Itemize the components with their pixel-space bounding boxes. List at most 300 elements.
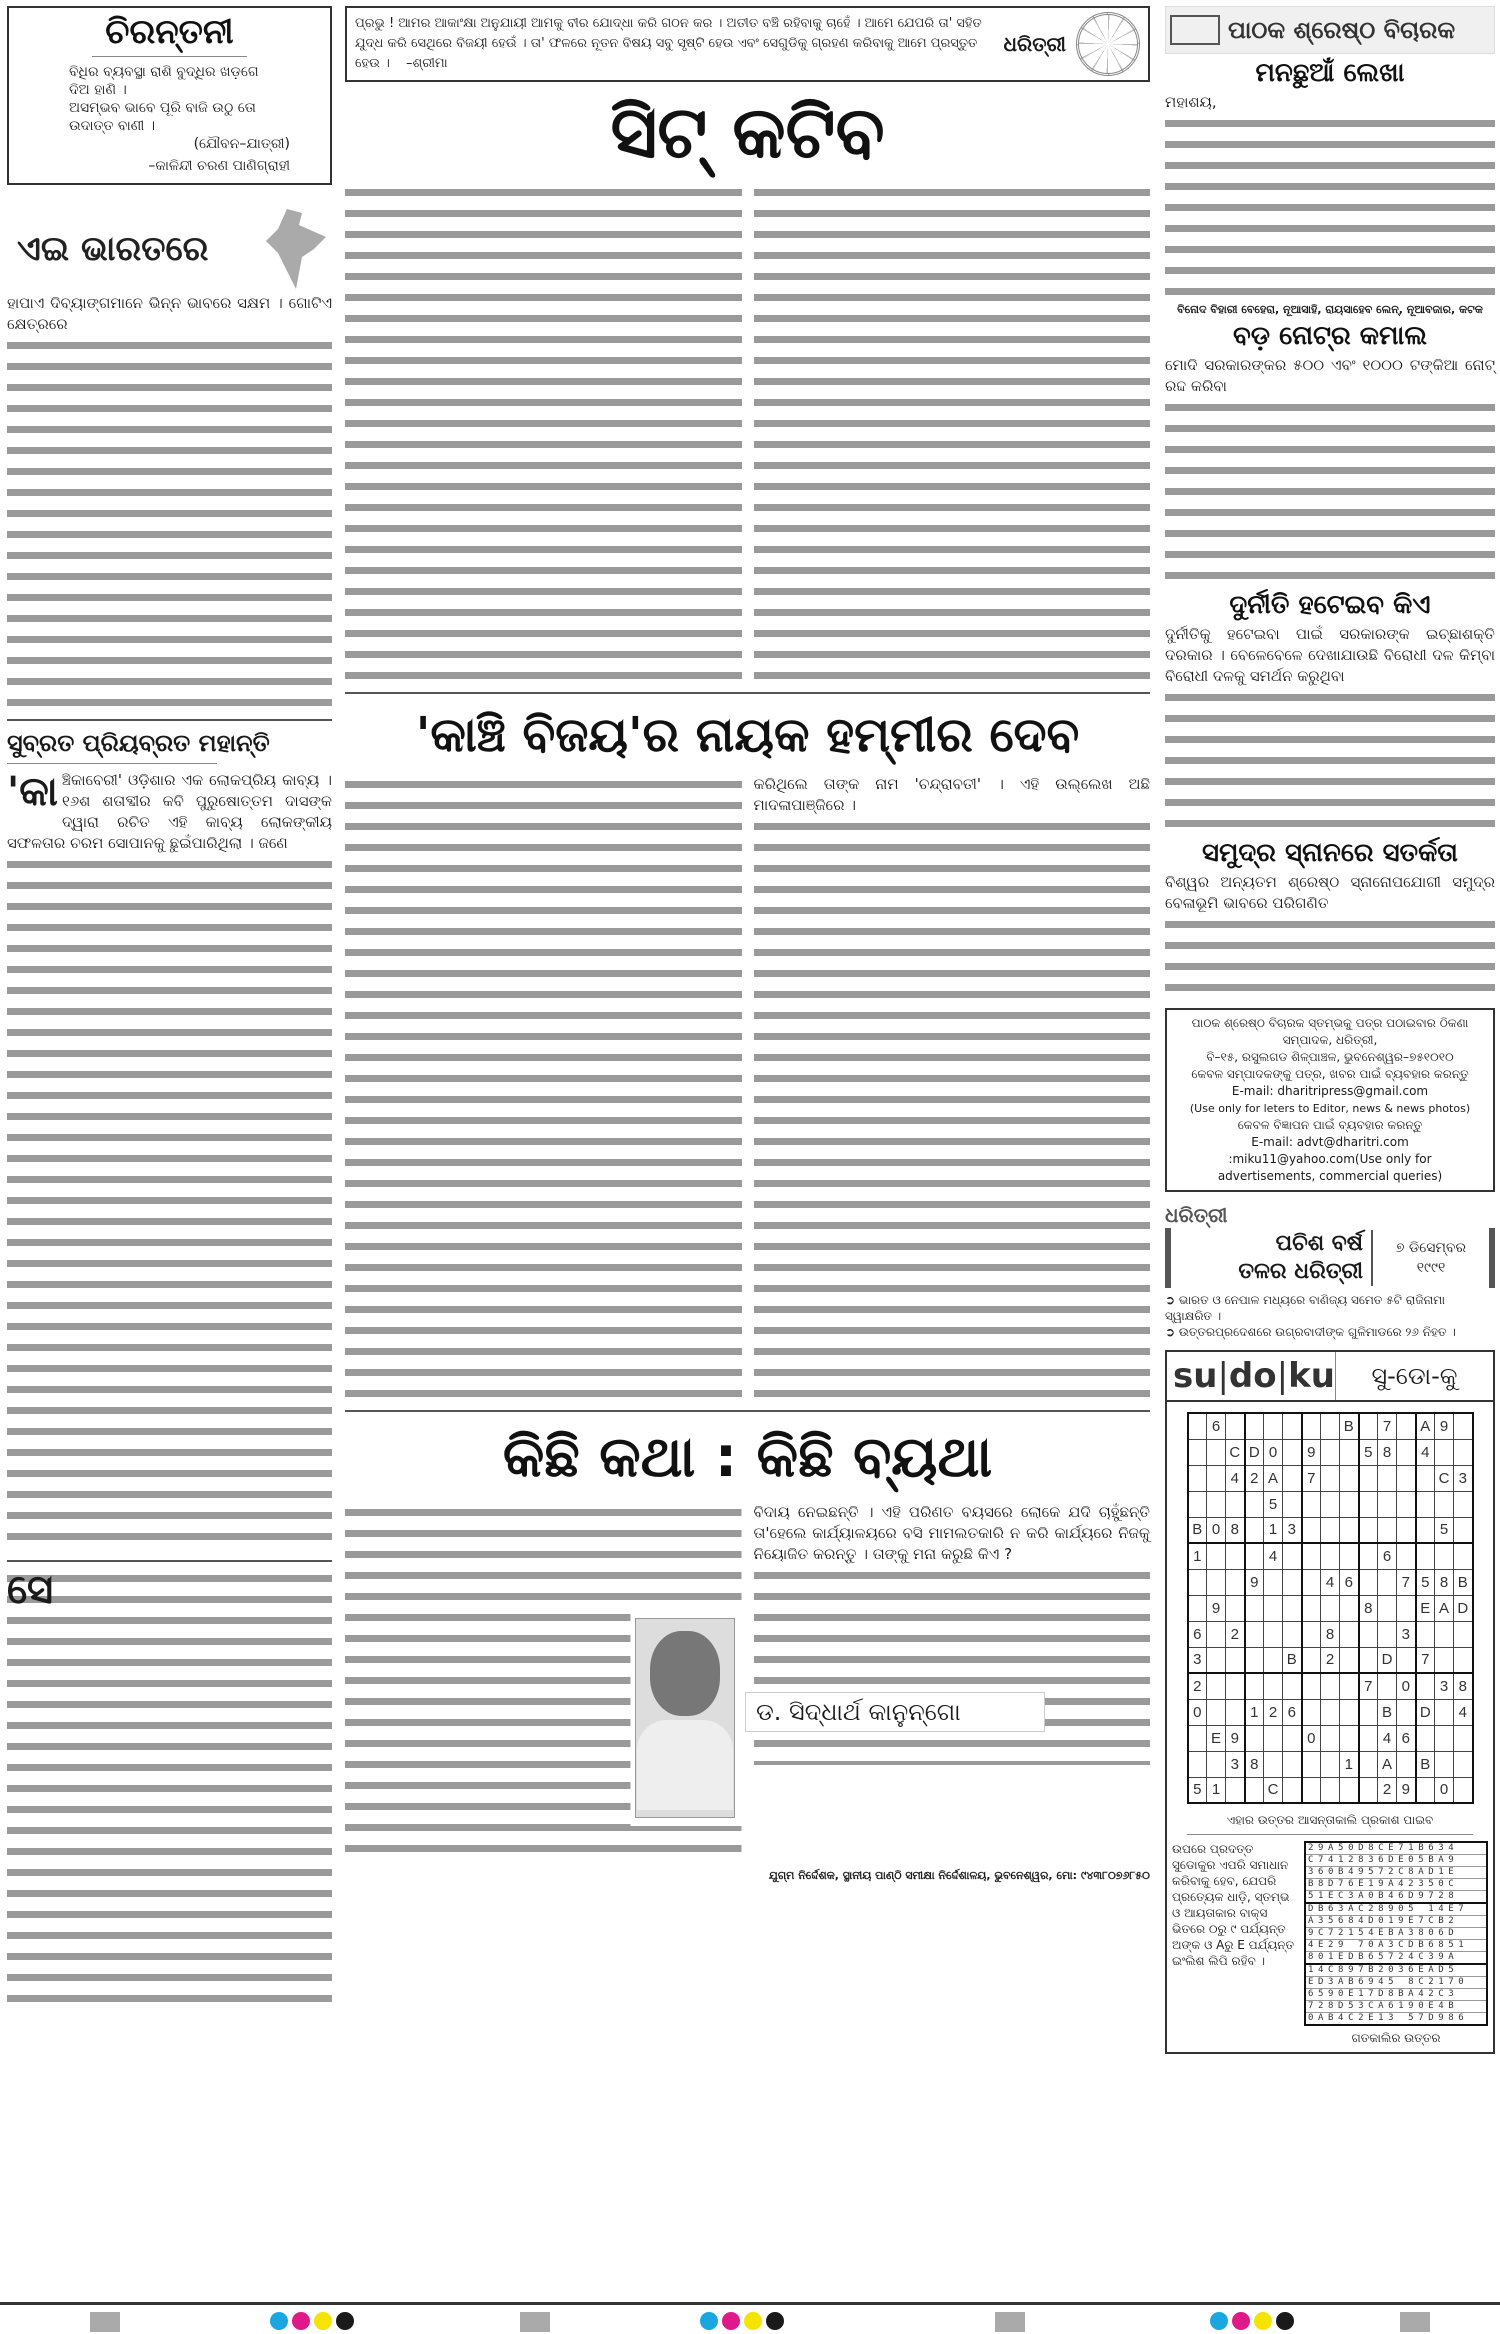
divider [1371, 1230, 1373, 1286]
sudoku-cell: 6 [1378, 1543, 1397, 1569]
solution-row: 0AB4C2E13 57D986 [1308, 2013, 1469, 2023]
sudoku-cell[interactable] [1435, 1751, 1454, 1777]
divider [1187, 1834, 1473, 1835]
sudoku-cell[interactable] [1283, 1439, 1302, 1465]
sudoku-header [1167, 1352, 1493, 1402]
sudoku-cell[interactable] [1359, 1465, 1378, 1491]
sudoku-cell[interactable] [1397, 1465, 1416, 1491]
sudoku-cell[interactable] [1302, 1517, 1321, 1543]
sudoku-cell[interactable] [1340, 1725, 1359, 1751]
sudoku-cell[interactable] [1378, 1673, 1397, 1699]
sudoku-cell: 4 [1321, 1569, 1340, 1595]
sudoku-cell: 6 [1188, 1621, 1207, 1647]
address-line: ସମ୍ପାଦକ, ଧରିତ୍ରୀ, [1282, 1033, 1378, 1047]
sudoku-cell[interactable] [1397, 1595, 1416, 1621]
poem-line: ବିଧିର ବ୍ୟବସ୍ଥା ରାଶି ବୁଦ୍ଧିର ଖଡ଼ଗେ [69, 64, 259, 80]
sudoku-cell[interactable] [1454, 1725, 1473, 1751]
sudoku-cell[interactable] [1188, 1439, 1207, 1465]
sudoku-cell: 4 [1416, 1439, 1435, 1465]
shoulders [637, 1720, 733, 1810]
sudoku-cell[interactable] [1188, 1751, 1207, 1777]
sudoku-cell: 9 [1302, 1439, 1321, 1465]
sudoku-cell[interactable] [1207, 1569, 1226, 1595]
sudoku-cell[interactable] [1207, 1465, 1226, 1491]
sudoku-cell[interactable] [1283, 1751, 1302, 1777]
address-line: ପାଠକ ଶ୍ରେଷ୍ଠ ବିଚାରକ ସ୍ତମ୍ଭକୁ ପତ୍ର ପଠାଇବାର ଠିକଣା [1191, 1016, 1469, 1030]
sudoku-cell: 8 [1226, 1517, 1245, 1543]
sudoku-cell[interactable] [1321, 1751, 1340, 1777]
sudoku-cell[interactable] [1226, 1699, 1245, 1725]
sudoku-cell: 3 [1283, 1517, 1302, 1543]
sudoku-cell[interactable] [1397, 1517, 1416, 1543]
sudoku-cell[interactable] [1321, 1491, 1340, 1517]
letter-body [1165, 624, 1495, 834]
poem-line: ଉଦାତ୍ତ ବାଣୀ । [69, 118, 156, 134]
registration-marks [0, 2312, 1500, 2332]
advt-email[interactable]: E-mail: advt@dharitri.com [1251, 1135, 1409, 1149]
sudoku-cell[interactable] [1435, 1725, 1454, 1751]
sudoku-cell: 2 [1245, 1465, 1264, 1491]
sudoku-cell: 7 [1416, 1647, 1435, 1673]
letter-title: ମନଛୁଆଁ ଲେଖା [1255, 58, 1405, 88]
sudoku-cell[interactable] [1283, 1491, 1302, 1517]
sudoku-cell[interactable] [1435, 1439, 1454, 1465]
sudoku-cell[interactable] [1416, 1725, 1435, 1751]
sudoku-cell[interactable] [1454, 1413, 1473, 1439]
ei-bharatare-text [7, 293, 332, 713]
sudoku-cell[interactable] [1378, 1569, 1397, 1595]
article-first-line: ହାପାଏ ଦିବ୍ୟାଙ୍ଗମାନେ ଭିନ୍ନ ଭାବରେ ସକ୍ଷମ । ଗୋଟିଏ କ୍ଷେତ୍ରରେ [7, 294, 332, 333]
sudoku-cell[interactable] [1321, 1465, 1340, 1491]
section-divider [345, 1410, 1150, 1412]
sudoku-cell[interactable] [1321, 1517, 1340, 1543]
poem-line: ଅସମ୍ଭବ ଭାବେ ପୂରି ବାଜି ଉଠୁ ତୋ [69, 100, 256, 116]
sudoku-cell: A [1264, 1465, 1283, 1491]
address-line: କେବଳ ବିଜ୍ଞାପନ ପାଇଁ ବ୍ୟବହାର କରନ୍ତୁ [1237, 1118, 1423, 1132]
solution-grid [1304, 1841, 1488, 2026]
sudoku-cell: E [1416, 1595, 1435, 1621]
sudoku-cell[interactable] [1264, 1621, 1283, 1647]
sudoku-box [1165, 1350, 1495, 2054]
sudoku-cell[interactable] [1245, 1725, 1264, 1751]
kichi-col-3 [754, 1502, 1151, 1862]
puzzle-grid [1187, 1412, 1474, 1804]
sudoku-cell[interactable] [1359, 1647, 1378, 1673]
solution-label: ଗତକାଲିର ଉତ୍ତର [1351, 2031, 1441, 2045]
letter-first-line: ମୋଦି ସରକାରଙ୍କର ୫୦୦ ଏବଂ ୧୦୦୦ ଟଙ୍କିଆ ନୋଟ୍ ରଦ୍ଦ କରିବା [1165, 356, 1495, 395]
sudoku-cell[interactable] [1188, 1413, 1207, 1439]
sudoku-cell: 0 [1302, 1725, 1321, 1751]
sudoku-cell: 1 [1245, 1699, 1264, 1725]
sudoku-cell[interactable] [1454, 1777, 1473, 1803]
sudoku-cell[interactable] [1378, 1465, 1397, 1491]
sudoku-cell[interactable] [1321, 1595, 1340, 1621]
sudoku-cell[interactable] [1302, 1543, 1321, 1569]
sudoku-cell[interactable] [1378, 1491, 1397, 1517]
sudoku-cell[interactable] [1359, 1413, 1378, 1439]
flashback-item: ➲ ଉତ୍ତରପ୍ରଦେଶରେ ଉଗ୍ରବାଦୀଙ୍କ ଗୁଳିମାଡରେ ୨୬ ନିହତ । [1165, 1325, 1456, 1339]
sudoku-cell[interactable] [1397, 1439, 1416, 1465]
author-name-box [745, 1692, 1045, 1732]
solution-row: 29A50D8CE71B634 [1306, 1843, 1486, 1855]
sudoku-cell: D [1245, 1439, 1264, 1465]
sudoku-cell: 2 [1321, 1647, 1340, 1673]
sudoku-cell[interactable] [1454, 1439, 1473, 1465]
sudoku-cell[interactable] [1454, 1647, 1473, 1673]
right-column [1165, 6, 1495, 2054]
sudoku-cell: 2 [1264, 1699, 1283, 1725]
sudoku-cell[interactable] [1416, 1543, 1435, 1569]
sudoku-cell[interactable] [1340, 1647, 1359, 1673]
chirantani-box [7, 6, 332, 185]
sudoku-cell[interactable] [1264, 1751, 1283, 1777]
sudoku-cell[interactable] [1340, 1673, 1359, 1699]
sudoku-cell[interactable] [1188, 1595, 1207, 1621]
address-line: (Use only for leters to Editor, news & news photos) [1189, 1102, 1471, 1115]
sudoku-cell[interactable] [1397, 1413, 1416, 1439]
flashback-title: ପଚିଶ ବର୍ଷ [1275, 1231, 1363, 1256]
sudoku-cell[interactable] [1302, 1569, 1321, 1595]
author-name: ଡ. ସିଦ୍ଧାର୍ଥ କାନୁନ୍‌ଗୋ [756, 1698, 961, 1726]
kichi-headline: କିଛି କଥା : କିଛି ବ୍ୟଥା [502, 1425, 993, 1490]
sudoku-cell[interactable] [1435, 1491, 1454, 1517]
sudoku-cell[interactable] [1359, 1621, 1378, 1647]
sudoku-cell[interactable] [1340, 1439, 1359, 1465]
sudoku-cell[interactable] [1302, 1413, 1321, 1439]
sudoku-cell[interactable] [1207, 1647, 1226, 1673]
sudoku-cell[interactable] [1340, 1621, 1359, 1647]
sudoku-cell[interactable] [1340, 1595, 1359, 1621]
sudoku-cell: 9 [1226, 1725, 1245, 1751]
letter-first-line: ଦୁର୍ନୀତିକୁ ହଟେଇବା ପାଇଁ ସରକାରଙ୍କ ଇଚ୍ଛାଶକ୍ତି ଦରକାର । ବେଳେବେଳେ ଦେଖାଯାଉଛି ବିରୋଧୀ ଦଳ କିମ୍ବା ବିରୋଧୀ ଦଳକୁ ସମର୍ଥନ କରୁଥିବା [1165, 625, 1495, 685]
poem-author: –କାଳିନ୍ଦୀ ଚରଣ ପାଣିଗ୍ରାହୀ [148, 158, 290, 174]
sudoku-cell[interactable] [1321, 1777, 1340, 1803]
sudoku-cell[interactable] [1435, 1699, 1454, 1725]
sudoku-cell[interactable] [1454, 1543, 1473, 1569]
sudoku-title-odia: ସୁ-ଡୋ-କୁ [1335, 1352, 1493, 1400]
sudoku-cell[interactable] [1340, 1491, 1359, 1517]
solution-row: DB63AC28905 14E7 [1306, 1904, 1486, 1916]
sudoku-cell[interactable] [1245, 1647, 1264, 1673]
sudoku-cell[interactable] [1264, 1725, 1283, 1751]
sudoku-cell: A [1416, 1413, 1435, 1439]
sudoku-cell[interactable] [1302, 1673, 1321, 1699]
sudoku-cell: 3 [1454, 1465, 1473, 1491]
flashback-item-text: ଉତ୍ତରପ୍ରଦେଶରେ ଉଗ୍ରବାଦୀଙ୍କ ଗୁଳିମାଡରେ ୨୬ ନିହତ । [1178, 1325, 1456, 1339]
sudoku-cell[interactable] [1359, 1517, 1378, 1543]
sudoku-cell[interactable] [1302, 1595, 1321, 1621]
sudoku-cell[interactable] [1245, 1491, 1264, 1517]
quote-attribution: –ଶ୍ରୀମା [406, 56, 448, 71]
sudoku-cell: E [1207, 1725, 1226, 1751]
drop-cap: 'କା [7, 769, 58, 815]
sudoku-cell: 8 [1359, 1595, 1378, 1621]
sudoku-cell[interactable] [1207, 1673, 1226, 1699]
sudoku-cell[interactable] [1226, 1647, 1245, 1673]
sudoku-cell[interactable] [1397, 1751, 1416, 1777]
article-text: ବିଦାୟ ନେଇଛନ୍ତି । ଏହି ପରିଣତ ବୟସରେ ଲୋକେ ଯଦି ଚାହୁଁଛନ୍ତି ତା'ହେଲେ କାର୍ଯ୍ୟାଳୟରେ ବସି ମାମଲତକାରି ନ କରି କାର୍ଯ୍ୟରେ ନିଜକୁ ନିୟୋଜିତ କରନ୍ତୁ । ତାଙ୍କୁ ମନା କରୁଛି କିଏ ? [753, 1503, 1150, 1563]
sudoku-cell[interactable] [1207, 1621, 1226, 1647]
divider [7, 763, 217, 764]
sudoku-cell[interactable] [1397, 1699, 1416, 1725]
letter-byline: ବିନୋଦ ବିହାରୀ ବେହେରା, ନୂଆସାହି, ରାୟସାହେବ ଲେନ୍, ନୂଆବଜାର, କଟକ [1177, 303, 1483, 316]
sudoku-cell[interactable] [1302, 1647, 1321, 1673]
sudoku-cell[interactable] [1416, 1517, 1435, 1543]
sudoku-cell[interactable] [1340, 1699, 1359, 1725]
sudoku-cell[interactable] [1264, 1673, 1283, 1699]
sudoku-cell[interactable] [1454, 1491, 1473, 1517]
sudoku-cell: 5 [1435, 1517, 1454, 1543]
ei-bharatare-logo [7, 209, 332, 293]
chirantani-title: ଚିରନ୍ତନୀ [105, 12, 234, 52]
sudoku-cell: B [1454, 1569, 1473, 1595]
sudoku-cell: 4 [1226, 1465, 1245, 1491]
sudoku-cell: 3 [1188, 1647, 1207, 1673]
sudoku-cell: 6 [1340, 1569, 1359, 1595]
sudoku-cell[interactable] [1264, 1413, 1283, 1439]
sudoku-cell[interactable] [1359, 1725, 1378, 1751]
sudoku-cell[interactable] [1245, 1777, 1264, 1803]
sudoku-cell: 9 [1435, 1413, 1454, 1439]
sudoku-cell[interactable] [1378, 1595, 1397, 1621]
address-box [1165, 1008, 1495, 1192]
sudoku-cell[interactable] [1188, 1725, 1207, 1751]
sudoku-cell: 5 [1416, 1569, 1435, 1595]
sudoku-cell[interactable] [1226, 1413, 1245, 1439]
ei-bharatare-title: ଏଇ ଭାରତରେ [17, 229, 209, 269]
middle-columns [345, 6, 1150, 1883]
flashback-date: ୭ ଡିସେମ୍ବର [1395, 1240, 1467, 1256]
sudoku-cell: 4 [1264, 1543, 1283, 1569]
sudoku-cell: 5 [1188, 1777, 1207, 1803]
sudoku-cell[interactable] [1264, 1569, 1283, 1595]
logo-part: do [1228, 1356, 1277, 1396]
sudoku-cell[interactable] [1302, 1621, 1321, 1647]
sudoku-cell[interactable] [1245, 1413, 1264, 1439]
sudoku-cell[interactable] [1359, 1777, 1378, 1803]
letter-title: ବଡ଼ ନୋଟ୍‌ର କମାଲ [1233, 321, 1427, 351]
address-line: advertisements, commercial queries) [1217, 1169, 1443, 1183]
flashback-title-block [1179, 1230, 1363, 1286]
sudoku-cell[interactable] [1321, 1413, 1340, 1439]
sudoku-cell[interactable] [1340, 1543, 1359, 1569]
sudoku-cell[interactable] [1416, 1491, 1435, 1517]
sudoku-cell[interactable] [1397, 1543, 1416, 1569]
sudoku-cell[interactable] [1226, 1569, 1245, 1595]
sudoku-cell: 1 [1188, 1543, 1207, 1569]
logo-part: su [1173, 1356, 1218, 1396]
sudoku-cell[interactable] [1359, 1569, 1378, 1595]
sudoku-cell: 7 [1359, 1673, 1378, 1699]
sudoku-cell[interactable] [1435, 1621, 1454, 1647]
sudoku-cell[interactable] [1226, 1673, 1245, 1699]
sudoku-cell[interactable] [1283, 1673, 1302, 1699]
solution-row: 360B49572C8AD1E [1306, 1867, 1486, 1879]
solution-row: 6590E17D8BA42C3 [1306, 1989, 1486, 2001]
sudoku-cell[interactable] [1245, 1621, 1264, 1647]
solution-row: A35684D019E7CB2 [1306, 1916, 1486, 1928]
sudoku-cell: 0 [1264, 1439, 1283, 1465]
sudoku-cell[interactable] [1359, 1751, 1378, 1777]
sudoku-cell: 3 [1226, 1751, 1245, 1777]
sudoku-cell: 3 [1397, 1621, 1416, 1647]
sudoku-cell[interactable] [1188, 1465, 1207, 1491]
sudoku-cell: C [1435, 1465, 1454, 1491]
solution-row: 728D53CA6190E4B [1306, 2001, 1486, 2013]
sudoku-cell: 2 [1226, 1621, 1245, 1647]
sudoku-cell[interactable] [1188, 1569, 1207, 1595]
sudoku-cell[interactable] [1283, 1569, 1302, 1595]
india-map-icon [266, 209, 326, 289]
sudoku-cell[interactable] [1454, 1517, 1473, 1543]
sudoku-cell: 7 [1378, 1413, 1397, 1439]
color-dots [270, 2312, 358, 2334]
sudoku-cell[interactable] [1435, 1543, 1454, 1569]
sudoku-cell[interactable] [1226, 1595, 1245, 1621]
sudoku-cell: B [1378, 1699, 1397, 1725]
letter-title: ଦୁର୍ନୀତି ହଟେଇବ କିଏ [1229, 590, 1431, 620]
poem [9, 63, 330, 175]
kichi-col-1 [7, 1568, 332, 2008]
sudoku-cell[interactable] [1454, 1621, 1473, 1647]
sudoku-cell[interactable] [1340, 1465, 1359, 1491]
sudoku-cell[interactable] [1416, 1621, 1435, 1647]
sudoku-cell[interactable] [1454, 1751, 1473, 1777]
sudoku-cell[interactable] [1264, 1595, 1283, 1621]
sudoku-cell[interactable] [1283, 1725, 1302, 1751]
sudoku-cell[interactable] [1226, 1777, 1245, 1803]
sudoku-cell: 8 [1435, 1569, 1454, 1595]
flashback-year: ୧୯୯୧ [1416, 1260, 1446, 1276]
article-first-text: ଞ୍ଚିକାବେରୀ' ଓଡ଼ିଶାର ଏକ ଲୋକପ୍ରିୟ କାବ୍ୟ । ୧୬ଶ ଶତାବ୍ଦୀର କବି ପୁରୁଷୋତ୍ତମ ଦାସଙ୍କ ଦ୍ୱାରା ରଚିତ ଏହି କାବ୍ୟ ଲୋକଙ୍କୀୟ ସଫଳତାର ଚରମ ସୋପାନକୁ ଛୁଇଁପାରିଥିଲା । ଜଣେ [7, 771, 332, 852]
solution-row: B8D76E19A42350C [1306, 1879, 1486, 1891]
solution-row: ED3AB6945 8C2170 [1306, 1977, 1486, 1989]
letter-body [1165, 872, 1495, 998]
sudoku-cell[interactable] [1321, 1725, 1340, 1751]
sudoku-cell: 0 [1397, 1673, 1416, 1699]
sudoku-cell[interactable] [1416, 1465, 1435, 1491]
article-body [7, 335, 332, 713]
sudoku-cell[interactable] [1207, 1699, 1226, 1725]
poem-source: (ଯୌବନ–ଯାତ୍ରୀ) [193, 136, 290, 152]
sudoku-cell[interactable] [1245, 1543, 1264, 1569]
sudoku-cell: 8 [1454, 1673, 1473, 1699]
sudoku-cell[interactable] [1283, 1777, 1302, 1803]
section-divider [7, 719, 332, 721]
sudoku-cell[interactable] [1340, 1777, 1359, 1803]
sudoku-cell[interactable] [1226, 1491, 1245, 1517]
sudoku-cell[interactable] [1283, 1543, 1302, 1569]
sudoku-cell[interactable] [1359, 1699, 1378, 1725]
sudoku-cell[interactable] [1378, 1621, 1397, 1647]
sudoku-cell[interactable] [1321, 1543, 1340, 1569]
flashback-title-row [1165, 1228, 1495, 1288]
footer-rule [0, 2302, 1500, 2305]
editor-email[interactable]: E-mail: dharitripress@gmail.com [1231, 1084, 1429, 1098]
sudoku-cell[interactable] [1397, 1491, 1416, 1517]
sudoku-cell[interactable] [1188, 1491, 1207, 1517]
kanchi-headline: 'କାଞ୍ଚି ବିଜୟ'ର ନାୟକ ହମ୍ମୀର ଦେବ [415, 707, 1080, 763]
letter-body [1165, 92, 1495, 302]
sudoku-cell[interactable] [1359, 1543, 1378, 1569]
sudoku-cell[interactable] [1321, 1439, 1340, 1465]
advt-email-alt[interactable]: :miku11@yahoo.com(Use only for [1228, 1152, 1432, 1166]
sudoku-cell: 1 [1207, 1777, 1226, 1803]
sudoku-cell[interactable] [1207, 1751, 1226, 1777]
sudoku-cell: 0 [1435, 1777, 1454, 1803]
sudoku-cell: A [1378, 1751, 1397, 1777]
sudoku-cell: 0 [1207, 1517, 1226, 1543]
sudoku-cell: 6 [1283, 1699, 1302, 1725]
sudoku-cell: 1 [1340, 1751, 1359, 1777]
sudoku-cell[interactable] [1283, 1595, 1302, 1621]
sudoku-cell: 9 [1397, 1777, 1416, 1803]
sudoku-cell[interactable] [1435, 1647, 1454, 1673]
letter-body [1165, 355, 1495, 586]
dharitri-logo: ଧରିତ୍ରୀ [1003, 32, 1066, 56]
sudoku-cell: B [1416, 1751, 1435, 1777]
sudoku-cell[interactable] [1245, 1673, 1264, 1699]
sudoku-cell[interactable] [1302, 1699, 1321, 1725]
sudoku-cell[interactable] [1302, 1751, 1321, 1777]
sudoku-cell[interactable] [1416, 1673, 1435, 1699]
sudoku-cell[interactable] [1283, 1413, 1302, 1439]
flashback-item: ➲ ଭାରତ ଓ ନେପାଳ ମଧ୍ୟରେ ବାଣିଜ୍ୟ ସମେତ ୫ଟି ରାଜିନାମା ସ୍ୱାକ୍ଷରିତ । [1165, 1293, 1445, 1323]
sudoku-cell[interactable] [1207, 1543, 1226, 1569]
sudoku-cell[interactable] [1416, 1777, 1435, 1803]
sudoku-cell: B [1283, 1647, 1302, 1673]
flashback-logo: ଧରିତ୍ରୀ [1165, 1203, 1228, 1227]
gray-patch [90, 2312, 120, 2332]
sudoku-cell: 3 [1435, 1673, 1454, 1699]
sudoku-cell[interactable] [1359, 1491, 1378, 1517]
solution-row: 51EC3A0B46D9728 [1306, 1891, 1486, 1904]
sudoku-cell[interactable] [1340, 1517, 1359, 1543]
sudoku-cell[interactable] [1302, 1491, 1321, 1517]
sudoku-cell[interactable] [1378, 1517, 1397, 1543]
sudoku-cell: 2 [1378, 1777, 1397, 1803]
sudoku-cell[interactable] [1245, 1517, 1264, 1543]
poem-line: ଦିଅ ହାଣି । [69, 82, 127, 98]
sudoku-cell[interactable] [1283, 1621, 1302, 1647]
kanchi-col-2 [345, 774, 742, 1404]
kichi-columns [345, 1502, 1150, 1862]
sudoku-cell[interactable] [1283, 1465, 1302, 1491]
sudoku-cell[interactable] [1245, 1595, 1264, 1621]
letter-first-line: ବିଶ୍ୱର ଅନ୍ୟତମ ଶ୍ରେଷ୍ଠ ସ୍ନାନୋପଯୋଗୀ ସମୁଦ୍ର ବେଳାଭୂମି ଭାବରେ ପରିଗଣିତ [1165, 873, 1495, 912]
article-text: କରିଥିଲେ ତାଙ୍କ ନାମ 'ଚନ୍ଦ୍ରାବତୀ' । ଏହି ଉଲ୍ଲେଖ ଅଛି ମାଦଳାପାଞ୍ଜିରେ । [753, 775, 1150, 814]
sudoku-cell: D [1416, 1699, 1435, 1725]
sudoku-cell: 9 [1207, 1595, 1226, 1621]
sudoku-cell[interactable] [1397, 1647, 1416, 1673]
address-line: କେବଳ ସମ୍ପାଦକଙ୍କୁ ପତ୍ର, ଖବର ପାଇଁ ବ୍ୟବହାର କରନ୍ତୁ [1191, 1067, 1469, 1081]
envelope-icon [1170, 15, 1220, 45]
flashback-title: ତଳର ଧରିତ୍ରୀ [1238, 1259, 1363, 1284]
sudoku-cell[interactable] [1226, 1543, 1245, 1569]
sudoku-cell[interactable] [1321, 1699, 1340, 1725]
solution-row: C7412836DE05BA9 [1306, 1855, 1486, 1867]
section-divider [7, 1560, 332, 1562]
sudoku-cell[interactable] [1207, 1491, 1226, 1517]
quote-body: ପ୍ରଭୁ ! ଆମର ଆକାଂକ୍ଷା ଅନୁଯାୟୀ ଆମକୁ ବୀର ଯୋଦ୍ଧା କରି ଗଠନ କର । ଅତୀତ ବଞ୍ଚି ରହିବାକୁ ଚାହେଁ । ଆମେ ଯେପରି ତା' ସହିତ ଯୁଦ୍ଧ କରି ସେଥିରେ ବିଜୟୀ ହେଉଁ । ତା' ଫଳରେ ନୂତନ ବିଷୟ ସବୁ ସୃଷ୍ଟି ହେଉ ଏବଂ ସେଗୁଡିକୁ ଗ୍ରହଣ କରିବାକୁ ଆମେ ପ୍ରସ୍ତୁତ ହେଉ । [355, 16, 982, 71]
sudoku-cell[interactable] [1207, 1439, 1226, 1465]
sudoku-cell[interactable] [1302, 1777, 1321, 1803]
sudoku-cell[interactable] [1264, 1647, 1283, 1673]
sudoku-cell[interactable] [1321, 1673, 1340, 1699]
sudoku-puzzle [1167, 1402, 1493, 1804]
solution-row: 4E29 70A3CDB6851 [1306, 1940, 1486, 1952]
sudoku-cell: C [1226, 1439, 1245, 1465]
